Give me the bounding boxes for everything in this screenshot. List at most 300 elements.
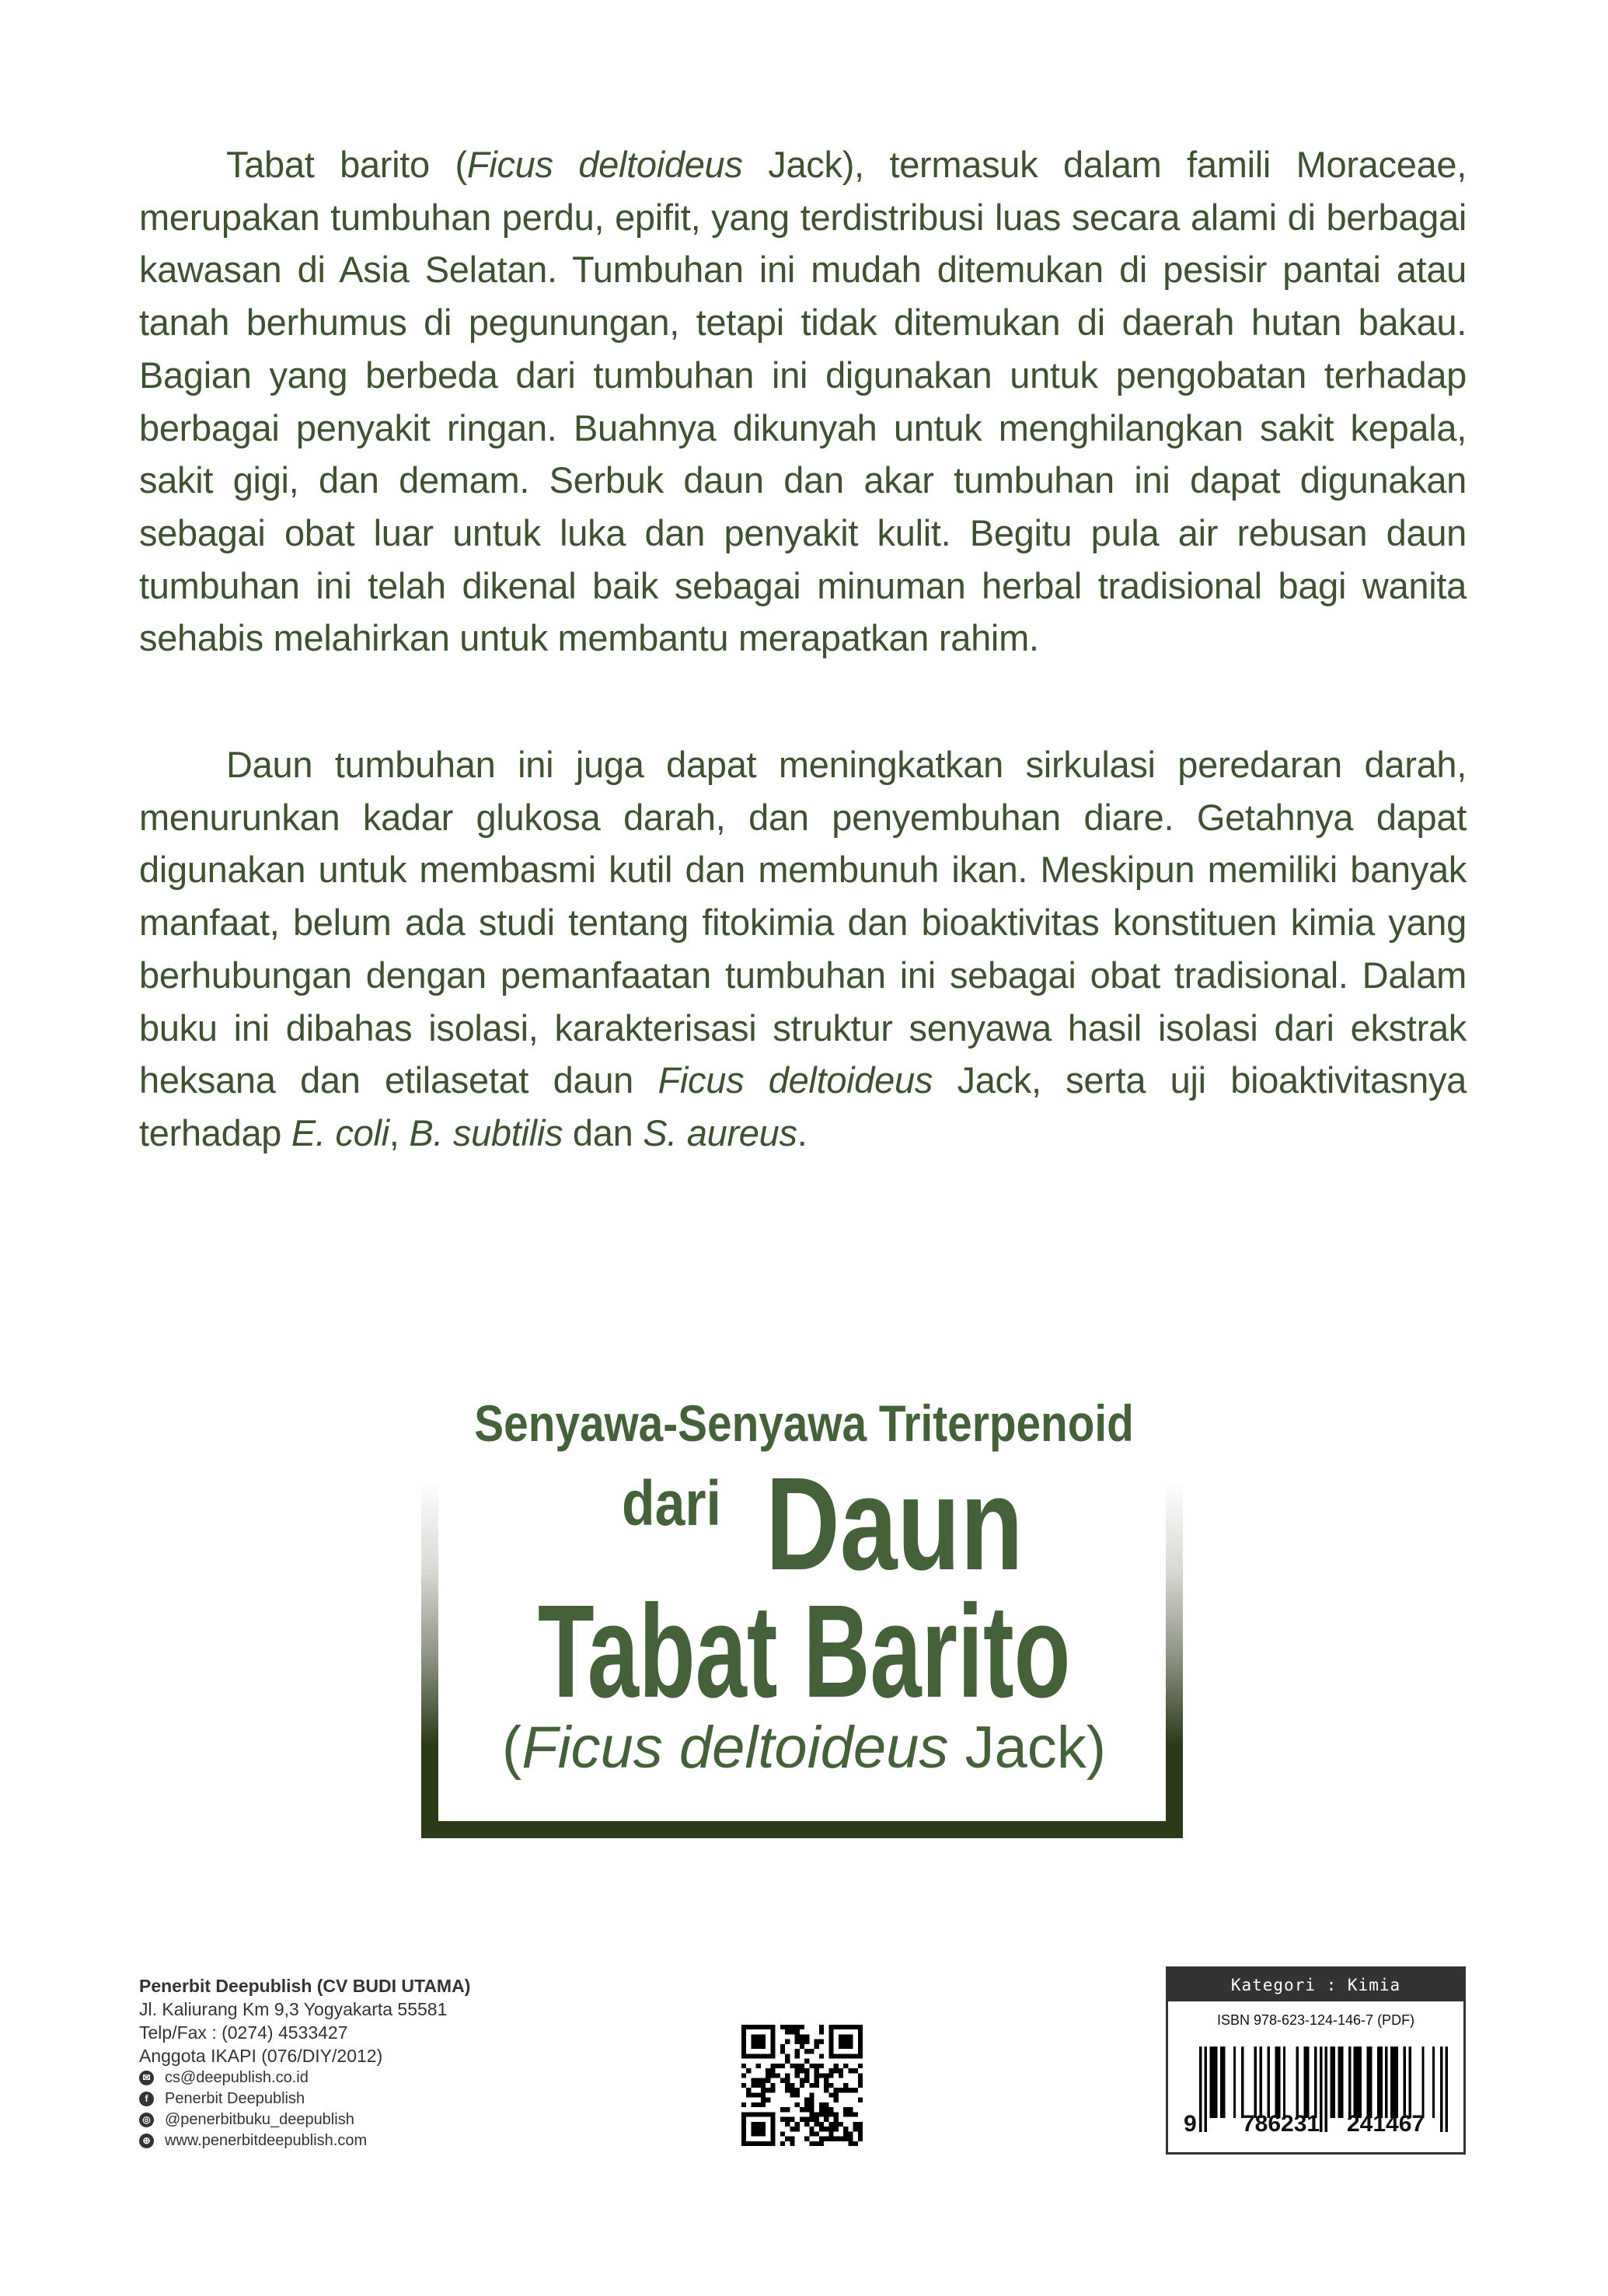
- text: Tabat barito (: [226, 144, 467, 185]
- qr-finder: [839, 2034, 853, 2049]
- contact-facebook: [139, 2088, 470, 2109]
- qr-module: [761, 2088, 766, 2092]
- qr-module: [819, 2137, 824, 2141]
- qr-module: [814, 2122, 819, 2127]
- qr-module: [776, 2073, 780, 2078]
- contact-text: Penerbit Deepublish: [165, 2090, 305, 2107]
- qr-finder: [741, 2141, 776, 2146]
- qr-module: [800, 2025, 804, 2029]
- title-main: Tabat Barito: [537, 1578, 1071, 1725]
- barcode-digits-left: 786231: [1242, 2111, 1320, 2137]
- barcode-bar: [1296, 2047, 1299, 2118]
- qr-module: [819, 2127, 824, 2131]
- qr-module: [800, 2083, 804, 2088]
- qr-module: [770, 2083, 775, 2088]
- barcode-bar: [1215, 2047, 1217, 2118]
- qr-module: [814, 2131, 819, 2136]
- qr-module: [809, 2107, 814, 2112]
- barcode-bar: [1359, 2047, 1361, 2118]
- qr-module: [800, 2034, 804, 2039]
- qr-module: [795, 2025, 800, 2029]
- qr-module: [834, 2092, 839, 2097]
- barcode-bar: [1320, 2047, 1322, 2132]
- qr-module: [795, 2073, 800, 2078]
- contact-text: cs@deepublish.co.id: [165, 2069, 309, 2086]
- barcode-bar: [1283, 2047, 1285, 2118]
- qr-module: [839, 2073, 843, 2078]
- qr-module: [843, 2107, 848, 2112]
- barcode-bar: [1390, 2047, 1393, 2118]
- qr-module: [824, 2088, 828, 2092]
- qr-module: [834, 2098, 839, 2102]
- barcode-bar: [1314, 2047, 1317, 2118]
- barcode-bar: [1432, 2047, 1435, 2118]
- qr-module: [756, 2102, 761, 2107]
- qr-module: [785, 2083, 790, 2088]
- barcode-bar: [1354, 2047, 1356, 2118]
- title-dari: dari: [622, 1468, 721, 1539]
- qr-module: [780, 2078, 785, 2083]
- qr-module: [785, 2040, 790, 2044]
- qr-module: [800, 2068, 804, 2073]
- qr-finder: [741, 2112, 746, 2146]
- qr-module: [756, 2078, 761, 2083]
- qr-module: [843, 2083, 848, 2088]
- barcode-bar: [1338, 2047, 1341, 2118]
- qr-module: [858, 2122, 863, 2127]
- barcode-bar: [1396, 2047, 1398, 2118]
- qr-finder: [751, 2122, 766, 2137]
- qr-module: [828, 2127, 833, 2131]
- category-label: Kategori : Kimia: [1168, 1969, 1463, 2001]
- title-daun: Daun: [766, 1450, 1024, 1598]
- qr-finder: [751, 2034, 766, 2049]
- species-name: S. aureus: [643, 1111, 797, 1153]
- qr-module: [770, 2068, 775, 2073]
- qr-module: [809, 2131, 814, 2136]
- barcode-bar: [1380, 2047, 1382, 2118]
- qr-module: [834, 2137, 839, 2141]
- qr-module: [746, 2068, 751, 2073]
- barcode-bar: [1268, 2047, 1270, 2118]
- qr-finder: [770, 2025, 775, 2059]
- title-latin-name: [0, 1714, 1608, 1781]
- contact-text: www.penerbitdeepublish.com: [165, 2132, 368, 2149]
- qr-module: [843, 2131, 848, 2136]
- barcode-bar: [1408, 2047, 1411, 2118]
- qr-module: [746, 2092, 751, 2097]
- globe-icon: ⊕: [139, 2134, 154, 2148]
- qr-module: [790, 2064, 794, 2068]
- qr-module: [790, 2137, 794, 2141]
- qr-module: [814, 2141, 819, 2146]
- barcode-bar: [1404, 2047, 1406, 2118]
- qr-module: [858, 2064, 863, 2068]
- barcode-bar: [1304, 2047, 1306, 2118]
- qr-module: [834, 2064, 839, 2068]
- qr-module: [814, 2117, 819, 2122]
- qr-module: [804, 2049, 809, 2053]
- qr-module: [824, 2102, 828, 2107]
- barcode-bar: [1356, 2047, 1359, 2118]
- qr-module: [834, 2127, 839, 2131]
- qr-module: [848, 2068, 853, 2073]
- publisher-ikapi: Anggota IKAPI (076/DIY/2012): [139, 2046, 383, 2066]
- qr-module: [795, 2049, 800, 2053]
- qr-module: [795, 2040, 800, 2044]
- qr-module: [853, 2127, 858, 2131]
- qr-module: [858, 2073, 863, 2078]
- qr-module: [761, 2078, 766, 2083]
- barcode-bar: [1275, 2047, 1278, 2118]
- qr-module: [741, 2102, 746, 2107]
- text: Jack, serta uji bioaktivitasnya terhadap: [139, 1059, 1467, 1153]
- contact-instagram: [139, 2109, 470, 2130]
- qr-module: [761, 2083, 766, 2088]
- qr-module: [761, 2092, 766, 2097]
- text: ,: [389, 1111, 410, 1153]
- qr-module: [839, 2068, 843, 2073]
- qr-module: [795, 2034, 800, 2039]
- qr-module: [766, 2078, 770, 2083]
- qr-module: [804, 2102, 809, 2107]
- qr-module: [790, 2141, 794, 2146]
- qr-module: [819, 2122, 824, 2127]
- qr-module: [834, 2122, 839, 2127]
- qr-module: [814, 2040, 819, 2044]
- qr-module: [828, 2107, 833, 2112]
- qr-module: [819, 2102, 824, 2107]
- publisher-phone: Telp/Fax : (0274) 4533427: [139, 2022, 348, 2043]
- species-name: E. coli: [291, 1111, 389, 1153]
- qr-module: [819, 2107, 824, 2112]
- qr-module: [843, 2112, 848, 2116]
- qr-module: [795, 2064, 800, 2068]
- barcode-bar: [1209, 2047, 1212, 2118]
- qr-module: [780, 2025, 785, 2029]
- qr-module: [858, 2137, 863, 2141]
- publisher-name: Penerbit Deepublish (CV BUDI UTAMA): [139, 1976, 471, 1996]
- barcode-bar: [1421, 2047, 1424, 2118]
- qr-module: [766, 2088, 770, 2092]
- qr-module: [853, 2122, 858, 2127]
- frame-bottom: [421, 1821, 1183, 1838]
- qr-module: [766, 2098, 770, 2102]
- text: Jack), termasuk dalam famili Moraceae, merupakan tumbuhan perdu, epifit, yang terdistribusi luas secara alami di berbagai kawasan di Asia Selatan. Tumbuhan ini mudah ditemukan di pesisir pantai atau tanah berhumus di pegunungan, tetapi tidak ditemukan di daerah hutan bakau. Bagian yang berbeda dari tumbuhan ini digunakan untuk pengobatan terhadap berbagai penyakit ringan. Buahnya dikunyah untuk menghilangkan sakit kepala, sakit gigi, dan demam. Serbuk daun dan akar tumbuhan ini dapat digunakan sebagai obat luar untuk luka dan penyakit kulit. Begitu pula air rebusan daun tumbuhan ini telah dikenal baik sebagai minuman herbal tradisional bagi wanita sehabis melahirkan untuk membantu merapatkan rahim.: [139, 144, 1467, 659]
- qr-module: [780, 2107, 785, 2112]
- qr-module: [858, 2127, 863, 2131]
- qr-module: [824, 2083, 828, 2088]
- qr-module: [785, 2073, 790, 2078]
- qr-module: [790, 2029, 794, 2034]
- qr-code: [741, 2025, 863, 2146]
- qr-module: [834, 2068, 839, 2073]
- species-name: Ficus deltoideus: [466, 144, 743, 185]
- qr-module: [780, 2117, 785, 2122]
- qr-module: [790, 2083, 794, 2088]
- qr-finder: [741, 2025, 746, 2059]
- email-icon: ✉: [139, 2071, 154, 2085]
- qr-module: [809, 2141, 814, 2146]
- qr-module: [853, 2088, 858, 2092]
- isbn-number: ISBN 978-623-124-146-7 (PDF): [1216, 2012, 1415, 2028]
- qr-module: [795, 2068, 800, 2073]
- author-abbr: Jack: [948, 1715, 1087, 1781]
- qr-module: [814, 2044, 819, 2049]
- qr-module: [858, 2131, 863, 2136]
- barcode-bar: [1233, 2047, 1236, 2118]
- barcode-bar: [1446, 2047, 1448, 2132]
- qr-module: [809, 2117, 814, 2122]
- species-name: Ficus deltoideus: [658, 1059, 933, 1101]
- paren: (: [501, 1715, 522, 1781]
- qr-finder: [828, 2025, 863, 2029]
- barcode-bar: [1212, 2047, 1215, 2118]
- qr-finder: [741, 2025, 776, 2029]
- barcode-bar: [1259, 2047, 1261, 2118]
- qr-module: [843, 2127, 848, 2131]
- qr-module: [780, 2131, 785, 2136]
- qr-finder: [741, 2112, 776, 2116]
- qr-module: [780, 2044, 785, 2049]
- qr-module: [839, 2088, 843, 2092]
- barcode-bar: [1223, 2047, 1225, 2118]
- qr-module: [828, 2083, 833, 2088]
- qr-module: [839, 2122, 843, 2127]
- description-paragraph-1: [139, 138, 1467, 665]
- qr-module: [858, 2098, 863, 2102]
- qr-module: [809, 2102, 814, 2107]
- qr-module: [746, 2088, 751, 2092]
- qr-module: [824, 2127, 828, 2131]
- qr-module: [814, 2083, 819, 2088]
- qr-module: [795, 2127, 800, 2131]
- qr-module: [790, 2092, 794, 2097]
- qr-module: [819, 2053, 824, 2058]
- qr-module: [824, 2117, 828, 2122]
- qr-module: [770, 2073, 775, 2078]
- qr-finder: [828, 2053, 863, 2058]
- qr-module: [824, 2137, 828, 2141]
- qr-module: [804, 2098, 809, 2102]
- qr-module: [843, 2064, 848, 2068]
- qr-module: [756, 2064, 761, 2068]
- barcode-bar: [1330, 2047, 1332, 2118]
- qr-module: [853, 2112, 858, 2116]
- qr-module: [795, 2053, 800, 2058]
- qr-module: [756, 2083, 761, 2088]
- barcode-bar: [1220, 2047, 1223, 2118]
- text: .: [797, 1111, 807, 1153]
- qr-module: [766, 2073, 770, 2078]
- qr-module: [785, 2053, 790, 2058]
- barcode-bar: [1377, 2047, 1380, 2118]
- description-paragraph-2: [139, 738, 1467, 1160]
- isbn-box: [1166, 1966, 1466, 2155]
- qr-finder: [828, 2025, 833, 2059]
- barcode-digit-first: 9: [1184, 2111, 1197, 2137]
- qr-module: [843, 2088, 848, 2092]
- qr-module: [790, 2127, 794, 2131]
- qr-finder: [858, 2025, 863, 2059]
- qr-module: [819, 2073, 824, 2078]
- paren: ): [1086, 1715, 1107, 1781]
- qr-module: [795, 2102, 800, 2107]
- qr-module: [858, 2078, 863, 2083]
- barcode-bar: [1440, 2047, 1442, 2132]
- qr-module: [824, 2112, 828, 2116]
- qr-module: [828, 2092, 833, 2097]
- qr-module: [848, 2131, 853, 2136]
- species-name: B. subtilis: [409, 1111, 563, 1153]
- qr-module: [809, 2092, 814, 2097]
- contact-website: [139, 2130, 470, 2151]
- qr-module: [809, 2127, 814, 2131]
- qr-module: [785, 2059, 790, 2064]
- title-line-1: Senyawa-Senyawa Triterpenoid: [474, 1394, 1134, 1452]
- qr-module: [785, 2078, 790, 2083]
- qr-module: [780, 2064, 785, 2068]
- qr-module: [804, 2117, 809, 2122]
- qr-module: [819, 2141, 824, 2146]
- qr-module: [751, 2078, 755, 2083]
- qr-module: [785, 2107, 790, 2112]
- qr-module: [814, 2112, 819, 2116]
- qr-module: [795, 2092, 800, 2097]
- qr-finder: [770, 2112, 775, 2146]
- qr-module: [790, 2117, 794, 2122]
- qr-module: [795, 2088, 800, 2092]
- qr-finder: [741, 2053, 776, 2058]
- qr-module: [834, 2088, 839, 2092]
- qr-module: [834, 2117, 839, 2122]
- barcode-bar: [1369, 2047, 1372, 2118]
- contact-email: [139, 2067, 470, 2088]
- publisher-address: Jl. Kaliurang Km 9,3 Yogyakarta 55581: [139, 1999, 448, 2019]
- qr-module: [751, 2083, 755, 2088]
- qr-module: [751, 2102, 755, 2107]
- barcode-digits-right: 241467: [1347, 2111, 1425, 2137]
- qr-module: [800, 2044, 804, 2049]
- qr-module: [819, 2064, 824, 2068]
- qr-module: [751, 2092, 755, 2097]
- qr-module: [741, 2064, 746, 2068]
- text: Daun tumbuhan ini juga dapat meningkatkan sirkulasi peredaran darah, menurunkan kadar glukosa darah, dan penyembuhan diare. Getahnya dapat digunakan untuk membasmi kutil dan membunuh ikan. Meskipun memiliki banyak manfaat, belum ada studi tentang fitokimia dan bioaktivitas konstituen kimia yang berhubungan dengan pemanfaatan tumbuhan ini sebagai obat tradisional. Dalam buku ini dibahas isolasi, karakterisasi struktur senyawa hasil isolasi dari ekstrak heksana dan etilasetat daun: [139, 744, 1467, 1101]
- qr-module: [848, 2088, 853, 2092]
- qr-module: [804, 2078, 809, 2083]
- qr-module: [780, 2141, 785, 2146]
- barcode-bar: [1199, 2047, 1202, 2132]
- qr-module: [804, 2059, 809, 2064]
- barcode-bar: [1393, 2047, 1395, 2118]
- qr-module: [824, 2073, 828, 2078]
- barcode-bar: [1385, 2047, 1387, 2118]
- qr-module: [828, 2137, 833, 2141]
- qr-module: [853, 2141, 858, 2146]
- qr-module: [800, 2064, 804, 2068]
- qr-module: [795, 2122, 800, 2127]
- qr-module: [809, 2098, 814, 2102]
- qr-module: [848, 2112, 853, 2116]
- qr-module: [795, 2029, 800, 2034]
- qr-module: [828, 2068, 833, 2073]
- qr-module: [741, 2083, 746, 2088]
- qr-module: [853, 2068, 858, 2073]
- qr-module: [828, 2131, 833, 2136]
- qr-module: [809, 2112, 814, 2116]
- qr-module: [804, 2137, 809, 2141]
- qr-module: [776, 2064, 780, 2068]
- qr-module: [761, 2102, 766, 2107]
- barcode-bar: [1367, 2047, 1369, 2118]
- barcode-bar: [1278, 2047, 1280, 2118]
- qr-module: [828, 2073, 833, 2078]
- qr-module: [785, 2137, 790, 2141]
- qr-module: [809, 2064, 814, 2068]
- qr-module: [800, 2078, 804, 2083]
- qr-module: [785, 2122, 790, 2127]
- qr-module: [790, 2088, 794, 2092]
- qr-module: [804, 2107, 809, 2112]
- qr-module: [804, 2068, 809, 2073]
- qr-module: [800, 2117, 804, 2122]
- qr-module: [741, 2073, 746, 2078]
- qr-module: [814, 2078, 819, 2083]
- qr-module: [785, 2088, 790, 2092]
- instagram-icon: ◎: [139, 2113, 154, 2127]
- qr-module: [770, 2088, 775, 2092]
- qr-module: [848, 2137, 853, 2141]
- qr-module: [804, 2122, 809, 2127]
- qr-module: [814, 2073, 819, 2078]
- qr-module: [756, 2092, 761, 2097]
- latin-name: Ficus deltoideus: [521, 1715, 949, 1781]
- qr-module: [804, 2040, 809, 2044]
- qr-module: [834, 2112, 839, 2116]
- barcode-bar: [1348, 2047, 1351, 2118]
- qr-module: [814, 2064, 819, 2068]
- qr-module: [828, 2112, 833, 2116]
- barcode-bar: [1333, 2047, 1335, 2118]
- qr-module: [819, 2029, 824, 2034]
- qr-module: [819, 2112, 824, 2116]
- barcode-bar: [1254, 2047, 1257, 2118]
- qr-module: [843, 2137, 848, 2141]
- qr-module: [848, 2107, 853, 2112]
- qr-module: [814, 2068, 819, 2073]
- qr-module: [824, 2078, 828, 2083]
- barcode-bar: [1205, 2047, 1207, 2132]
- qr-module: [804, 2073, 809, 2078]
- qr-module: [800, 2107, 804, 2112]
- contact-text: @penerbitbuku_deepublish: [165, 2111, 354, 2128]
- qr-module: [819, 2025, 824, 2029]
- qr-module: [848, 2141, 853, 2146]
- qr-module: [785, 2025, 790, 2029]
- qr-module: [839, 2137, 843, 2141]
- barcode-bar: [1341, 2047, 1343, 2118]
- qr-module: [858, 2083, 863, 2088]
- qr-module: [800, 2040, 804, 2044]
- qr-module: [785, 2029, 790, 2034]
- qr-module: [828, 2122, 833, 2127]
- qr-module: [785, 2117, 790, 2122]
- publisher-info: [139, 1974, 470, 2151]
- qr-module: [824, 2107, 828, 2112]
- barcode-bar: [1306, 2047, 1309, 2118]
- barcode-bar: [1325, 2047, 1327, 2132]
- qr-module: [809, 2083, 814, 2088]
